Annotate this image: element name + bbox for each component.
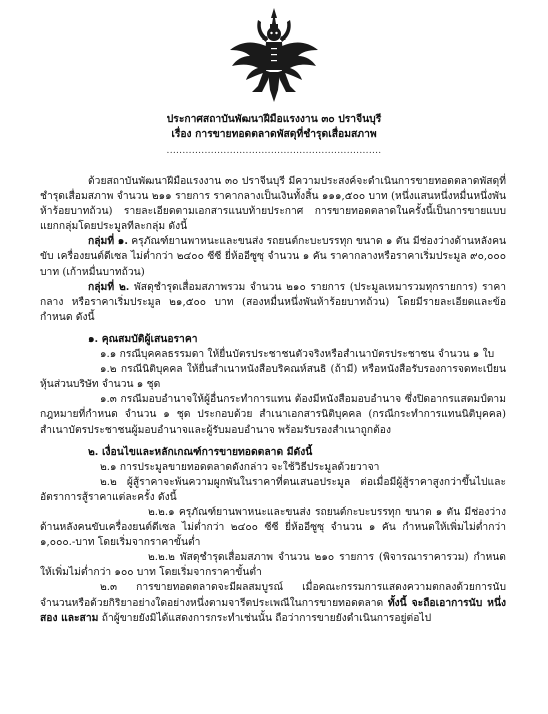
group-2-paragraph (40, 280, 506, 325)
section-1-item-1: ๑.๑ กรณีบุคคลธรรมดา ให้ยื่นบัตรประชาชนตัวจริงหรือสำเนาบัตรประชาชน จำนวน ๑ ใบ (100, 348, 495, 361)
garuda-emblem-icon (228, 6, 320, 106)
org-title: ประกาศสถาบันพัฒนาฝีมือแรงงาน ๓๐ ปราจีนบุรี (166, 113, 382, 125)
section-1-item-3: ๑.๓ กรณีมอบอำนาจให้ผู้อื่นกระทำการแทน ต้องมีหนังสือมอบอำนาจ ซึ่งปิดอากรแสตมป์ตามกฎหมายที่กำหนด จำนวน ๑ ชุด ประกอบด้วย สำเนาเอกสารนิติบุคคล (กรณีกระทำการแทนนิติบุคคล) สำเนาบัตรประชาชนผู้มอบอำนาจและผู้รับมอบอำนาจ พร้อมรับรองสำเนาถูกต้อง (40, 393, 506, 436)
section-2-item-2-1: ๒.๒.๑ ครุภัณฑ์ยานพาหนะและขนส่ง รถยนต์กะบะบรรทุก ขนาด ๑ ตัน มีช่องว่างด้านหลังคนขับเครื่องยนต์ดีเซล ไม่ต่ำกว่า ๒๔๐๐ ซีซี ยี่ห้ออีซูซุ จำนวน ๑ คัน กำหนดให้เพิ่มไม่ต่ำกว่า ๑,๐๐๐.-บาท โดยเริ่มจากราคาขั้นต่ำ (40, 505, 506, 549)
section-2-title: ๒. เงื่อนไขและหลักเกณฑ์การขายทอดตลาด มีดังนี้ (88, 445, 313, 458)
section-2-item-3-bold: ทั้งนี้ จะถือเอาการนับ หนึ่ง สอง และสาม (40, 596, 507, 624)
section-2-item-2-2: ๒.๒.๒ พัสดุชำรุดเสื่อมสภาพ จำนวน ๒๑๐ รายการ (พิจารณาราคารวม) กำหนดให้เพิ่มไม่ต่ำกว่า ๑๐๐ บาท โดยเริ่มจากราคาขั้นต่ำ (40, 551, 506, 579)
header-separator: .................................................................... (166, 146, 382, 156)
document-header (0, 112, 548, 159)
section-2-item-3 (40, 580, 506, 625)
section-2-item-2: ๒.๒ ผู้สู้ราคาจะพ้นความผูกพันในราคาที่ตนเสนอประมูล ต่อเมื่อมีผู้สู้ราคาสูงกว่าขึ้นไปและอัตราการสู้ราคาแต่ละครั้ง ดังนี้ (40, 475, 506, 503)
document-body (40, 174, 506, 626)
group-1-paragraph (40, 234, 506, 279)
group-1-label: กลุ่มที่ ๑. (88, 235, 128, 248)
intro-paragraph: ด้วยสถาบันพัฒนาฝีมือแรงงาน ๓๐ ปราจีนบุรี มีความประสงค์จะดำเนินการขายทอดตลาดพัสดุที่ชำรุดเสื่อมสภาพ จำนวน ๒๑๑ รายการ ราคากลางเป็นเงินทั้งสิ้น ๑๑๑,๕๐๐ บาท (หนึ่งแสนหนึ่งหมื่นหนึ่งพันห้าร้อยบาทถ้วน) รายละเอียดตามเอกสารแนบท้ายประกาศ การขายทอดตลาดในครั้งนี้เป็นการขายแบบแยกกลุ่มโดยประมูลทีละกลุ่ม ดังนี้ (40, 175, 506, 233)
section-2-item-3-text-b: ถ้าผู้ขายยังมิได้แสดงการกระทำเช่นนั้น ถือว่าการขายยังดำเนินการอยู่ต่อไป (101, 611, 432, 624)
section-1-title: ๑. คุณสมบัติผู้เสนอราคา (88, 332, 198, 345)
group-2-label: กลุ่มที่ ๒. (88, 280, 130, 293)
group-2-text: พัสดุชำรุดเสื่อมสภาพรวม จำนวน ๒๑๐ รายการ (ประมูลเหมารวมทุกรายการ) ราคากลาง หรือราคาเริ่มประมูล ๒๑,๕๐๐ บาท (สองหมื่นหนึ่งพันห้าร้อยบาทถ้วน) โดยมีรายละเอียดและข้อกำหนด ดังนี้ (40, 280, 506, 323)
subject-title: เรื่อง การขายทอดตลาดพัสดุที่ชำรุดเสื่อมสภาพ (171, 128, 377, 140)
section-1-item-2: ๑.๒ กรณีนิติบุคคล ให้ยื่นสำเนาหนังสือบริคณห์สนธิ (ถ้ามี) หรือหนังสือรับรองการจดทะเบียนหุ้นส่วนบริษัท จำนวน ๑ ชุด (40, 363, 506, 391)
section-2-item-1: ๒.๑ การประมูลขายทอดตลาดดังกล่าว จะใช้วิธีประมูลด้วยวาจา (100, 460, 380, 473)
section-2-item-3-text-a: ๒.๓ การขายทอดตลาดจะมีผลสมบูรณ์ เมื่อคณะกรรมการแสดงความตกลงด้วยการนับจำนวนหรือด้วยกิริยาอย่างใดอย่างหนึ่งตามจารีตประเพณีในการขายทอดตลาด (40, 581, 506, 609)
group-1-text: ครุภัณฑ์ยานพาหนะและขนส่ง รถยนต์กะบะบรรทุก ขนาด ๑ ตัน มีช่องว่างด้านหลังคนขับ เครื่องยนต์ดีเซล ไม่ต่ำกว่า ๒๔๐๐ ซีซี ยี่ห้ออีซูซุ จำนวน ๑ คัน ราคากลางหรือราคาเริ่มประมูล ๙๐,๐๐๐ บาท (เก้าหมื่นบาทถ้วน) (40, 235, 506, 278)
